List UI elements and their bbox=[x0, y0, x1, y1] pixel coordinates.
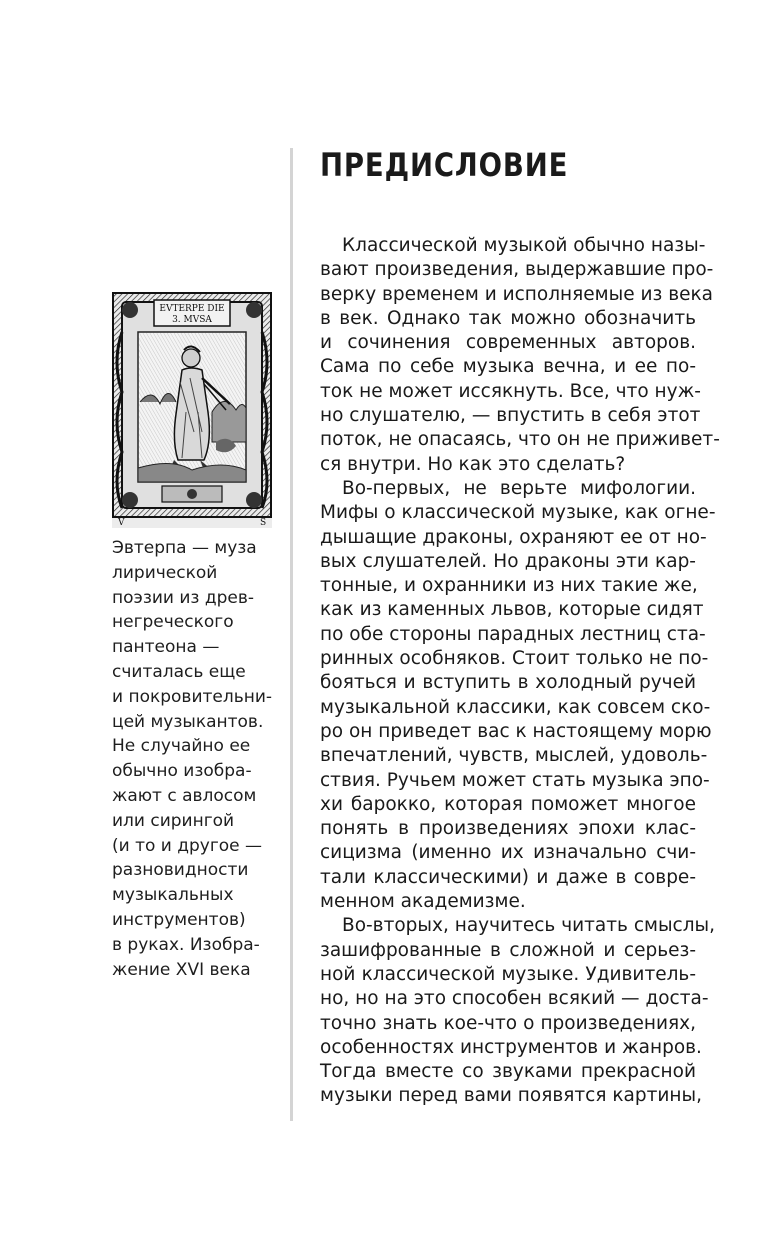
engraving-illustration bbox=[112, 292, 272, 528]
text-line: но, но на это способен всякий — доста- bbox=[320, 988, 709, 1010]
caption-line: лирической bbox=[112, 562, 218, 583]
text-line: в век. Однако так можно обозначить bbox=[320, 307, 696, 329]
text-line: ся внутри. Но как это сделать? bbox=[320, 453, 626, 475]
engraver-monogram-right: S bbox=[260, 518, 267, 528]
caption-line: негреческого bbox=[112, 612, 234, 633]
text-line: вают произведения, выдержавшие про- bbox=[320, 259, 714, 281]
text-line: хи барокко, которая поможет многое bbox=[320, 793, 696, 815]
caption-line: Эвтерпа — муза bbox=[112, 538, 257, 558]
text-line: Мифы о классической музыке, как огне- bbox=[320, 502, 716, 524]
text-line: Тогда вместе со звуками прекрасной bbox=[320, 1061, 696, 1083]
text-line: Во-первых, не верьте мифологии. bbox=[342, 477, 696, 499]
text-line: ствия. Ручьем может стать музыка эпо- bbox=[320, 769, 710, 791]
main-text bbox=[320, 234, 720, 1109]
caption-line: жение XVI века bbox=[112, 959, 251, 980]
text-line: ной классической музыке. Удивитель- bbox=[320, 963, 696, 985]
caption-line: жают с авлосом bbox=[112, 785, 257, 806]
text-line: ринных особняков. Стоит только не по- bbox=[320, 648, 709, 670]
text-line: сицизма (именно их изначально счи- bbox=[320, 842, 696, 864]
caption-line: и покровительни- bbox=[112, 686, 273, 707]
text-line: и сочинения современных авторов. bbox=[320, 332, 696, 354]
text-line: особенностях инструментов и жанров. bbox=[320, 1036, 702, 1058]
text-line: ток не может иссякнуть. Все, что нуж- bbox=[320, 380, 701, 402]
text-line: тонные, и охранники из них такие же, bbox=[320, 575, 698, 597]
caption-line: обычно изобра- bbox=[112, 761, 252, 782]
plate-inscription-line2: 3. MVSA bbox=[172, 315, 212, 325]
text-line: Сама по себе музыка вечна, и ее по- bbox=[320, 356, 696, 378]
text-line: верку временем и исполняемые из века bbox=[320, 283, 714, 305]
text-line: но слушателю, — впустить в себя этот bbox=[320, 405, 701, 427]
caption-line: пантеона — bbox=[112, 637, 220, 658]
chapter-heading: ПРЕДИСЛОВИЕ bbox=[320, 146, 569, 184]
text-line: ро он приведет вас к настоящему морю bbox=[320, 720, 712, 742]
vertical-divider-rule bbox=[290, 148, 293, 1121]
euterpe-engraving bbox=[112, 292, 272, 528]
text-line: впечатлений, чувств, мыслей, удоволь- bbox=[320, 745, 708, 767]
text-line: дышащие драконы, охраняют ее от но- bbox=[320, 526, 707, 548]
text-line: зашифрованные в сложной и серьез- bbox=[320, 939, 696, 961]
caption-line: или сирингой bbox=[112, 810, 235, 831]
text-line: по обе стороны парадных лестниц ста- bbox=[320, 623, 706, 645]
caption-line: поэзии из древ- bbox=[112, 587, 255, 608]
text-line: как из каменных львов, которые сидят bbox=[320, 599, 704, 621]
text-line: менном академизме. bbox=[320, 891, 526, 913]
caption-line: считалась еще bbox=[112, 661, 246, 682]
text-line: бояться и вступить в холодный ручей bbox=[320, 672, 696, 694]
text-line: поток, не опасаясь, что он не приживет- bbox=[320, 429, 720, 451]
text-line: понять в произведениях эпохи клас- bbox=[320, 818, 696, 840]
caption-line: Не случайно ее bbox=[112, 736, 251, 757]
caption-line: инструментов) bbox=[112, 909, 246, 930]
caption-line: в руках. Изобра- bbox=[112, 934, 260, 955]
text-line: вых слушателей. Но драконы эти кар- bbox=[320, 550, 696, 572]
plate-inscription-line1: EVTERPE DIE bbox=[159, 304, 225, 314]
text-line: Во-вторых, научитесь читать смыслы, bbox=[342, 915, 716, 937]
text-line: тали классическими) и даже в совре- bbox=[320, 866, 696, 888]
text-line: Классической музыкой обычно назы- bbox=[342, 235, 706, 256]
text-line: музыкальной классики, как совсем ско- bbox=[320, 696, 711, 718]
engraver-monogram-left: V bbox=[118, 518, 125, 528]
figure-caption bbox=[112, 536, 282, 982]
caption-line: (и то и другое — bbox=[112, 835, 263, 856]
caption-line: цей музыкантов. bbox=[112, 711, 264, 732]
caption-line: разновидности bbox=[112, 860, 249, 881]
text-line: точно знать кое-что о произведениях, bbox=[320, 1012, 696, 1034]
caption-line: музыкальных bbox=[112, 885, 234, 906]
text-line: музыки перед вами появятся картины, bbox=[320, 1085, 702, 1107]
